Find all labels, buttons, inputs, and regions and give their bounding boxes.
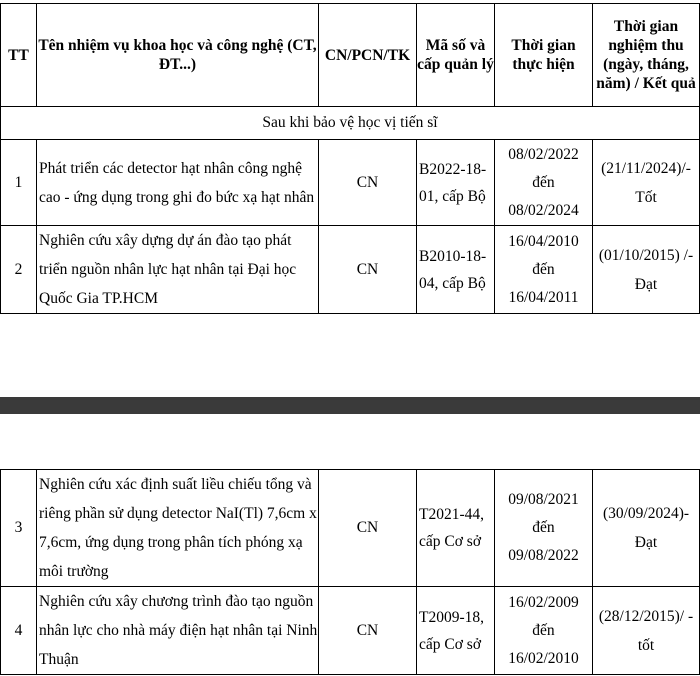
page-break-bar	[0, 397, 700, 414]
research-table-top	[0, 3, 700, 314]
row-tt: 3	[1, 470, 37, 587]
header-code: Mã số và cấp quản lý	[417, 4, 495, 107]
table-header-row	[1, 4, 700, 107]
section-label: Sau khi bảo vệ học vị tiến sĩ	[1, 107, 700, 140]
row-tt: 1	[1, 140, 37, 226]
time-sep: đến	[532, 173, 555, 191]
row-time	[495, 226, 593, 314]
row-role: CN	[319, 587, 417, 675]
table-row	[1, 587, 700, 675]
row-code: B2022-18-01, cấp Bộ	[417, 140, 495, 226]
row-time	[495, 140, 593, 226]
row-time	[495, 587, 593, 675]
header-role: CN/PCN/TK	[319, 4, 417, 107]
row-result: (30/09/2024)- Đạt	[593, 470, 700, 587]
time-end: 16/02/2010	[508, 649, 579, 667]
header-result: Thời gian nghiệm thu (ngày, tháng, năm) / Kết quả	[593, 4, 700, 107]
time-sep: đến	[532, 621, 555, 639]
row-tt: 4	[1, 587, 37, 675]
row-result: (01/10/2015) /- Đạt	[593, 226, 700, 314]
row-name: Nghiên cứu xác định suất liều chiếu tổng và riêng phần sử dụng detector NaI(Tl) 7,6cm x 7,6cm, ứng dụng trong phân tích phóng xạ môi trường	[37, 470, 319, 587]
time-end: 09/08/2022	[508, 547, 579, 564]
time-start: 09/08/2021	[508, 491, 579, 508]
time-start: 08/02/2022	[508, 145, 579, 163]
time-sep: đến	[532, 519, 555, 536]
time-sep: đến	[532, 260, 555, 278]
row-time	[495, 470, 593, 587]
row-code: T2021-44, cấp Cơ sở	[417, 470, 495, 587]
header-tt: TT	[1, 4, 37, 107]
row-role: CN	[319, 470, 417, 587]
row-tt: 2	[1, 226, 37, 314]
table-row	[1, 226, 700, 314]
row-role: CN	[319, 226, 417, 314]
row-code: T2009-18, cấp Cơ sở	[417, 587, 495, 675]
row-name: Nghiên cứu xây dựng dự án đào tạo phát triển nguồn nhân lực hạt nhân tại Đại học Quốc Gia TP.HCM	[37, 226, 319, 314]
header-name: Tên nhiệm vụ khoa học và công nghệ (CT, ĐT...)	[37, 4, 319, 107]
section-row	[1, 107, 700, 140]
header-time: Thời gian thực hiện	[495, 4, 593, 107]
row-name: Nghiên cứu xây chương trình đào tạo nguồn nhân lực cho nhà máy điện hạt nhân tại Ninh Thuận	[37, 587, 319, 675]
time-end: 08/02/2024	[508, 201, 579, 219]
row-code: B2010-18-04, cấp Bộ	[417, 226, 495, 314]
table-row	[1, 470, 700, 587]
time-start: 16/04/2010	[508, 232, 579, 250]
time-start: 16/02/2009	[508, 593, 579, 611]
time-end: 16/04/2011	[508, 288, 579, 306]
table-row	[1, 140, 700, 226]
research-table-bottom	[0, 469, 700, 675]
row-result: (21/11/2024)/-Tốt	[593, 140, 700, 226]
row-name: Phát triển các detector hạt nhân công nghệ cao - ứng dụng trong ghi đo bức xạ hạt nhân	[37, 140, 319, 226]
row-result: (28/12/2015)/ - tốt	[593, 587, 700, 675]
row-role: CN	[319, 140, 417, 226]
